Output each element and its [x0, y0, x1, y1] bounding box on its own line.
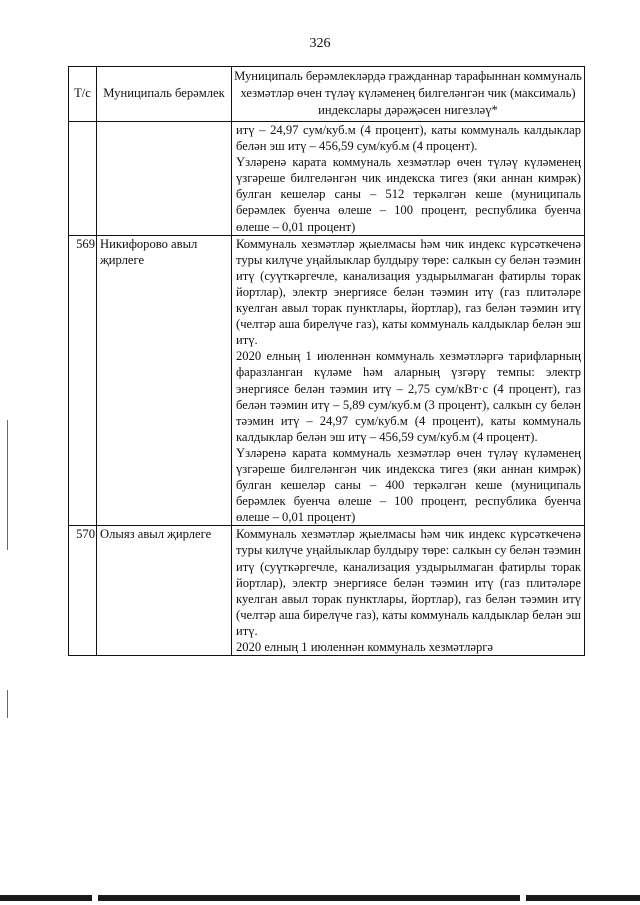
scan-edge-mark [7, 420, 8, 550]
row-number: 569 [69, 235, 97, 526]
row-number [69, 122, 97, 236]
description-paragraph: итү – 24,97 сум/куб.м (4 процент), каты коммуналь калдыклар белән эш итү – 456,59 сум/куб.м (4 процент). [236, 123, 581, 154]
table-header-row [69, 67, 585, 122]
row-description [232, 235, 585, 526]
row-municipality: Олыяз авыл җирлеге [97, 526, 232, 656]
table-row [69, 235, 585, 526]
table-row [69, 122, 585, 236]
table-row [69, 526, 585, 656]
tariff-index-table [68, 66, 585, 656]
description-paragraph: Коммуналь хезмәтләр җыелмасы һәм чик индекс күрсәткеченә туры килүче уңайлыклар булдыру төре: салкын су белән тәэмин итү (суүткәргечле, канализация уздырылмаган фатирлы торак йортлар), электр энергиясе белән тәэмин итү (газ плитәләре куелган авыл торак пунктлары, йортлар), газ белән тәэмин итү (челтәр аша бирелүче газ), каты коммуналь калдыклар белән эш итү. [236, 236, 581, 348]
page-number: 326 [309, 36, 331, 51]
row-description [232, 122, 585, 236]
header-index: Муниципаль берәмлекләрдә гражданнар тарафыннан коммуналь хезмәтләр өчен түләү күләменең билгеләнгән чик (максималь) индекслары дәрәҗәсен нигезләү* [232, 67, 585, 122]
scan-bottom-gap [92, 895, 98, 901]
row-number: 570 [69, 526, 97, 656]
header-number: Т/с [69, 67, 97, 122]
description-paragraph: 2020 елның 1 июленнән коммуналь хезмәтләргә [236, 640, 493, 654]
description-paragraph: Үзләренә карата коммуналь хезмәтләр өчен түләү күләменең үзгәреше билгеләнгән чик индекска тигез (яки аннан кимрәк) булган кешеләр саны – 512 теркәлгән кеше (муниципаль берәмлек буенча өлеше – 100 процент, республика буенча өлеше – 0,01 процент) [236, 155, 581, 234]
description-paragraph: 2020 елның 1 июленнән коммуналь хезмәтләргә тарифларның фаразланган күләме һәм аларның үзгәрү темпы: электр энергиясе белән тәэмин итү – 2,75 сум/кВт·с (4 процент), газ белән тәэмин итү – 5,89 сум/куб.м (3 процент), салкын су белән тәэмин итү – 24,97 сум/куб.м (4 процент), каты коммуналь калдыклар белән эш итү – 456,59 сум/куб.м (4 процент). [236, 349, 581, 444]
row-municipality: Никифорово авыл җирлеге [97, 235, 232, 526]
description-paragraph: Коммуналь хезмәтләр җыелмасы һәм чик индекс күрсәткеченә туры килүче уңайлыклар булдыру төре: салкын су белән тәэмин итү (суүткәргечле, канализация уздырылмаган фатирлы торак йортлар), электр энергиясе белән тәэмин итү (газ плитәләре куелган авыл торак пунктлары, йортлар), газ белән тәэмин итү (челтәр аша бирелүче газ), каты коммуналь калдыклар белән эш итү. [236, 527, 581, 638]
row-description [232, 526, 585, 656]
row-municipality [97, 122, 232, 236]
description-paragraph: Үзләренә карата коммуналь хезмәтләр өчен түләү күләменең үзгәреше билгеләнгән чик индекска тигез (яки аннан кимрәк) булган кешеләр саны – 400 теркәлгән кеше (муниципаль берәмлек буенча өлеше – 100 процент, республика буенча өлеше – 0,01 процент) [236, 445, 581, 525]
scan-edge-mark [7, 690, 8, 718]
header-municipality: Муниципаль берәмлек [97, 67, 232, 122]
scan-bottom-gap [520, 895, 526, 901]
